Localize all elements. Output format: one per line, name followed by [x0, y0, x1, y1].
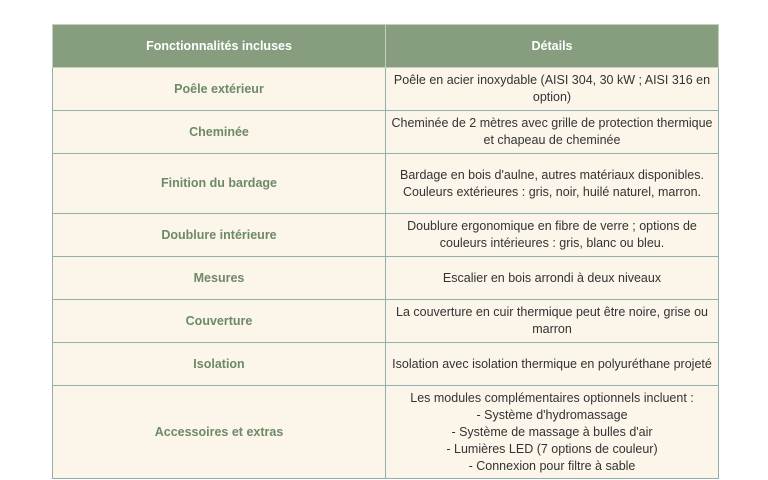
details-line: - Système d'hydromassage [476, 407, 628, 422]
feature-cell: Isolation [53, 343, 386, 386]
details-cell: Doublure ergonomique en fibre de verre ; options de couleurs intérieures : gris, blanc ou bleu. [386, 214, 719, 257]
details-cell: Escalier en bois arrondi à deux niveaux [386, 257, 719, 300]
table-header-row [53, 25, 719, 68]
features-table [52, 24, 719, 479]
table-row [53, 257, 719, 300]
details-cell: Isolation avec isolation thermique en polyuréthane projeté [386, 343, 719, 386]
feature-cell: Couverture [53, 300, 386, 343]
header-details: Détails [386, 25, 719, 68]
table-row [53, 68, 719, 111]
table-row [53, 214, 719, 257]
features-table-container [52, 24, 718, 479]
details-cell: La couverture en cuir thermique peut être noire, grise ou marron [386, 300, 719, 343]
table-row [53, 111, 719, 154]
details-line: Les modules complémentaires optionnels incluent : [410, 390, 694, 405]
feature-cell: Finition du bardage [53, 154, 386, 214]
details-line: - Connexion pour filtre à sable [468, 458, 636, 473]
details-line: - Système de massage à bulles d'air [451, 424, 653, 439]
details-cell: Poêle en acier inoxydable (AISI 304, 30 kW ; AISI 316 en option) [386, 68, 719, 111]
table-row [53, 343, 719, 386]
details-cell [386, 386, 719, 479]
details-cell: Bardage en bois d'aulne, autres matériaux disponibles. Couleurs extérieures : gris, noir, huilé naturel, marron. [386, 154, 719, 214]
table-row [53, 386, 719, 479]
table-row [53, 154, 719, 214]
feature-cell: Poêle extérieur [53, 68, 386, 111]
details-cell: Cheminée de 2 mètres avec grille de protection thermique et chapeau de cheminée [386, 111, 719, 154]
details-line: - Lumières LED (7 options de couleur) [446, 441, 658, 456]
feature-cell: Doublure intérieure [53, 214, 386, 257]
table-row [53, 300, 719, 343]
feature-cell: Cheminée [53, 111, 386, 154]
feature-cell: Accessoires et extras [53, 386, 386, 479]
header-features: Fonctionnalités incluses [53, 25, 386, 68]
feature-cell: Mesures [53, 257, 386, 300]
